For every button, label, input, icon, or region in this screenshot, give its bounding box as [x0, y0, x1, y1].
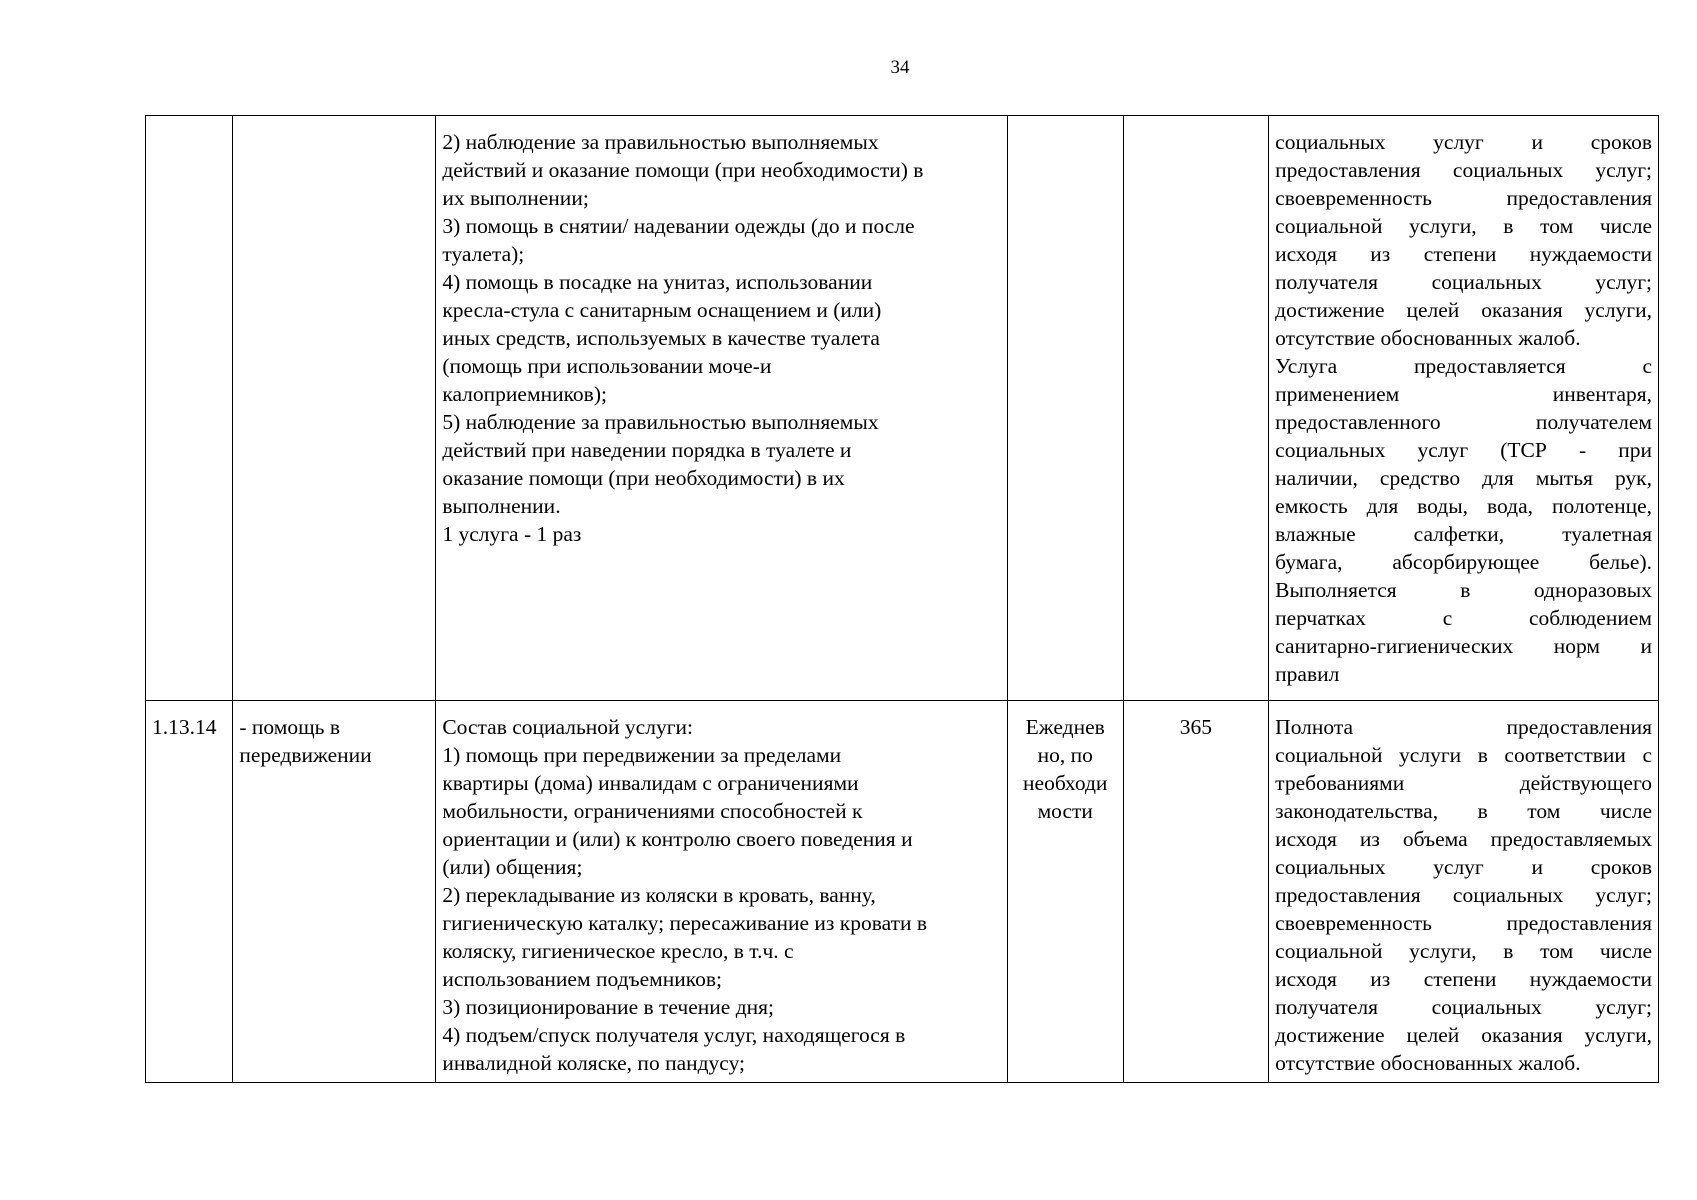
quality-line: социальной услуги в соответствии с: [1275, 743, 1652, 767]
count-cell: [1123, 116, 1269, 701]
service-number-cell: [146, 116, 233, 701]
service-description-cell: [436, 701, 1008, 1083]
description-line: (или) общения;: [442, 855, 583, 879]
quality-line: исходя из степени нуждаемости: [1275, 967, 1652, 991]
description-line: коляску, гигиеническое кресло, в т.ч. с: [442, 939, 794, 963]
quality-line: емкость для воды, вода, полотенце,: [1275, 494, 1652, 518]
description-line: 3) позиционирование в течение дня;: [442, 995, 775, 1019]
quality-line: достижение целей оказания услуги,: [1275, 1023, 1652, 1047]
description-line: гигиеническую каталку; пересаживание из кровати в: [442, 911, 928, 935]
description-line: ориентации и (или) к контролю своего поведения и: [442, 827, 913, 851]
quality-line: своевременность предоставления: [1275, 186, 1652, 210]
table-row: [146, 116, 1659, 701]
quality-line: Полнота предоставления: [1275, 715, 1652, 739]
description-line: действий при наведении порядка в туалете и: [442, 438, 852, 462]
description-line: оказание помощи (при необходимости) в их: [442, 466, 845, 490]
table-row: [146, 701, 1659, 1083]
description-line: туалета);: [442, 242, 525, 266]
description-line: 2) перекладывание из коляски в кровать, ванну,: [442, 883, 876, 907]
description-line: 1 услуга - 1 раз: [442, 522, 582, 546]
quality-line: влажные салфетки, туалетная: [1275, 522, 1652, 546]
quality-line: предоставления социальных услуг;: [1275, 158, 1652, 182]
quality-line: предоставления социальных услуг;: [1275, 883, 1652, 907]
description-line: кресла-стула с санитарным оснащением и (или): [442, 298, 882, 322]
periodicity-line: мости: [1037, 799, 1093, 823]
quality-line: применением инвентаря,: [1275, 382, 1652, 406]
description-line: 5) наблюдение за правильностью выполняемых: [442, 410, 879, 434]
description-line: (помощь при использовании моче-и: [442, 354, 772, 378]
service-number-cell: 1.13.14: [146, 701, 233, 1083]
quality-criteria-cell: [1269, 116, 1659, 701]
quality-line: социальной услуги, в том числе: [1275, 214, 1652, 238]
quality-line: санитарно-гигиенических норм и: [1275, 634, 1652, 658]
periodicity-cell: [1007, 116, 1123, 701]
service-name-cell: [233, 701, 436, 1083]
page-number: 34: [890, 57, 910, 78]
description-line: калоприемников);: [442, 382, 607, 406]
description-line: квартиры (дома) инвалидам с ограничениями: [442, 771, 859, 795]
periodicity-cell: [1007, 701, 1123, 1083]
quality-line: перчатках с соблюдением: [1275, 606, 1652, 630]
quality-line: Выполняется в одноразовых: [1275, 578, 1652, 602]
quality-line: своевременность предоставления: [1275, 911, 1652, 935]
services-table: [145, 115, 1659, 1083]
description-line: действий и оказание помощи (при необходимости) в: [442, 158, 924, 182]
quality-line: отсутствие обоснованных жалоб.: [1275, 326, 1581, 350]
quality-line: исходя из степени нуждаемости: [1275, 242, 1652, 266]
description-line: 1) помощь при передвижении за пределами: [442, 743, 842, 767]
description-line: 4) подъем/спуск получателя услуг, находящегося в: [442, 1023, 906, 1047]
quality-line: правил: [1275, 662, 1340, 686]
periodicity-line: Ежеднев: [1025, 715, 1105, 739]
count-cell: 365: [1123, 701, 1269, 1083]
service-name-cell: [233, 116, 436, 701]
quality-line: отсутствие обоснованных жалоб.: [1275, 1051, 1581, 1075]
description-line: иных средств, используемых в качестве туалета: [442, 326, 880, 350]
quality-line: требованиями действующего: [1275, 771, 1652, 795]
quality-line: Услуга предоставляется с: [1275, 354, 1652, 378]
description-line: мобильности, ограничениями способностей к: [442, 799, 863, 823]
service-name-line: - помощь в: [239, 715, 341, 739]
service-description-cell: [436, 116, 1008, 701]
description-line: 2) наблюдение за правильностью выполняемых: [442, 130, 879, 154]
quality-line: получателя социальных услуг;: [1275, 270, 1652, 294]
quality-line: предоставленного получателем: [1275, 410, 1652, 434]
description-line: Состав социальной услуги:: [442, 715, 694, 739]
description-line: 3) помощь в снятии/ надевании одежды (до и после: [442, 214, 915, 238]
quality-line: получателя социальных услуг;: [1275, 995, 1652, 1019]
periodicity-line: но, по: [1037, 743, 1093, 767]
quality-line: социальных услуг и сроков: [1275, 855, 1652, 879]
quality-line: законодательства, в том числе: [1275, 799, 1652, 823]
quality-line: бумага, абсорбирующее белье).: [1275, 550, 1652, 574]
quality-line: исходя из объема предоставляемых: [1275, 827, 1652, 851]
description-line: 4) помощь в посадке на унитаз, использовании: [442, 270, 873, 294]
periodicity-line: необходи: [1023, 771, 1108, 795]
description-line: их выполнении;: [442, 186, 589, 210]
quality-line: социальных услуг и сроков: [1275, 130, 1652, 154]
description-line: инвалидной коляске, по пандусу;: [442, 1051, 746, 1075]
quality-line: социальных услуг (ТСР - при: [1275, 438, 1652, 462]
description-line: использованием подъемников;: [442, 967, 723, 991]
quality-line: достижение целей оказания услуги,: [1275, 298, 1652, 322]
description-line: выполнении.: [442, 494, 561, 518]
quality-line: наличии, средство для мытья рук,: [1275, 466, 1652, 490]
quality-line: социальной услуги, в том числе: [1275, 939, 1652, 963]
service-name-line: передвижении: [239, 743, 372, 767]
quality-criteria-cell: [1269, 701, 1659, 1083]
